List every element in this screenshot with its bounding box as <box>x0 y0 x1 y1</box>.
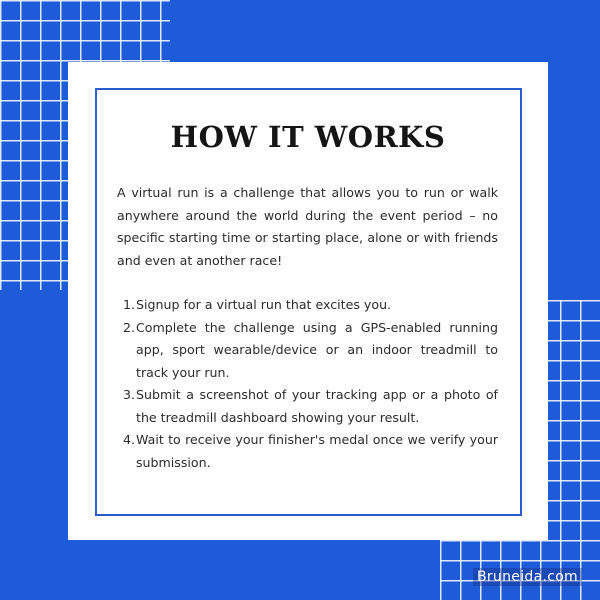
step-number: 4. <box>122 432 135 447</box>
step-number: 1. <box>122 297 135 312</box>
step-text: Signup for a virtual run that excites you. <box>136 297 392 312</box>
step-number: 2. <box>122 319 135 335</box>
intro-paragraph: A virtual run is a challenge that allows you to run or walk anywhere around the world during the event period – no specific starting time or starting place, alone or with friends and even at another race! <box>117 185 498 268</box>
watermark: Bruneida.com <box>473 568 582 586</box>
step-text: Submit a screenshot of your tracking app or a photo of the treadmill dashboard showing your result. <box>136 387 498 425</box>
info-card <box>68 62 548 540</box>
list-item <box>117 294 498 317</box>
step-text: Wait to receive your finisher's medal once we verify your submission. <box>136 432 498 470</box>
list-item <box>117 384 498 429</box>
list-item <box>117 317 498 385</box>
page-title: HOW IT WORKS <box>170 120 446 154</box>
step-text: Complete the challenge using a GPS-enabled running app, sport wearable/device or an indoor treadmill to track your run. <box>136 319 498 380</box>
steps-list <box>117 294 498 474</box>
list-item <box>117 429 498 474</box>
step-number: 3. <box>122 387 135 402</box>
